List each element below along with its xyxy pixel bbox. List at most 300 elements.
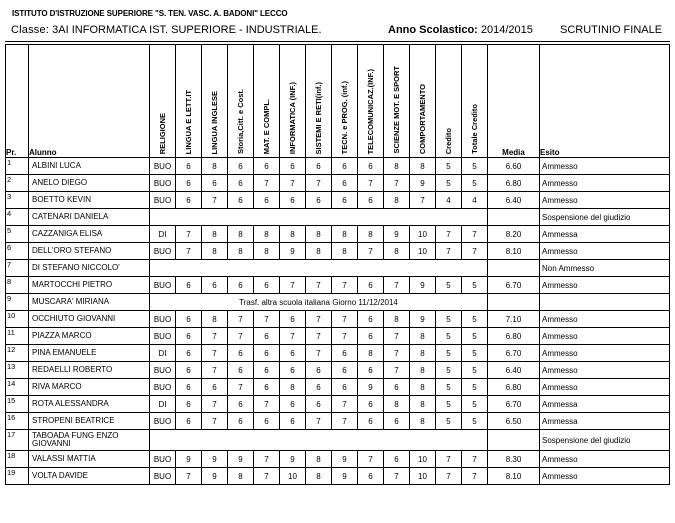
grade-cell: 7 xyxy=(280,175,306,192)
col-header-subject: SISTEMI E RETI(inf.) xyxy=(306,45,332,158)
col-header-pr: Pr. xyxy=(6,45,29,158)
grade-cell: 8 xyxy=(306,243,332,260)
row-number: 6 xyxy=(6,243,29,260)
row-number: 3 xyxy=(6,192,29,209)
average-cell: 8.30 xyxy=(488,451,540,468)
grade-cell: 7 xyxy=(254,396,280,413)
grade-cell: 10 xyxy=(410,243,436,260)
table-row xyxy=(6,430,670,451)
grade-cell: 8 xyxy=(384,192,410,209)
outcome-cell: Ammesso xyxy=(540,362,670,379)
average-cell xyxy=(488,430,540,451)
outcome-cell xyxy=(540,294,670,311)
grade-cell: 6 xyxy=(306,192,332,209)
row-number: 18 xyxy=(6,451,29,468)
outcome-cell: Ammessa xyxy=(540,396,670,413)
grade-cell: 7 xyxy=(254,311,280,328)
average-cell: 6.40 xyxy=(488,362,540,379)
grade-cell: 10 xyxy=(410,451,436,468)
outcome-cell: Ammessa xyxy=(540,226,670,243)
row-number: 2 xyxy=(6,175,29,192)
grade-cell: 6 xyxy=(176,192,202,209)
row-number: 11 xyxy=(6,328,29,345)
grade-cell: 7 xyxy=(254,451,280,468)
grade-cell: 7 xyxy=(462,451,488,468)
grade-cell: 8 xyxy=(254,243,280,260)
average-cell: 6.60 xyxy=(488,158,540,175)
col-header-subject: TELECOMUNICAZ.(INF.) xyxy=(358,45,384,158)
grade-cell: 7 xyxy=(462,468,488,485)
grade-cell: DI xyxy=(150,345,176,362)
institute-title: ISTITUTO D'ISTRUZIONE SUPERIORE "S. TEN. VASC. A. BADONI" LECCO xyxy=(12,9,288,18)
table-row xyxy=(6,468,670,485)
status-note: Trasf. altra scuola italiana Giorno 11/12/2014 xyxy=(150,294,488,311)
grade-cell: 5 xyxy=(436,413,462,430)
grade-cell: 7 xyxy=(436,451,462,468)
grade-cell: 6 xyxy=(280,192,306,209)
average-cell: 6.80 xyxy=(488,328,540,345)
outcome-cell: Ammesso xyxy=(540,192,670,209)
grades-table xyxy=(5,44,670,485)
grade-cell: 7 xyxy=(384,468,410,485)
grade-cell: 7 xyxy=(358,243,384,260)
grade-cell: BUO xyxy=(150,311,176,328)
table-row xyxy=(6,328,670,345)
grade-cell: 5 xyxy=(462,328,488,345)
grade-cell: 9 xyxy=(358,379,384,396)
grade-cell: 5 xyxy=(462,362,488,379)
grade-cell: 6 xyxy=(254,413,280,430)
grade-cell: 6 xyxy=(384,451,410,468)
grade-cell: 7 xyxy=(462,243,488,260)
grade-cell: 9 xyxy=(202,468,228,485)
grade-cell: 6 xyxy=(176,277,202,294)
table-row xyxy=(6,226,670,243)
col-header-subject: LINGUA E LETT.IT xyxy=(176,45,202,158)
grade-cell: 9 xyxy=(280,451,306,468)
grade-cell: 7 xyxy=(202,345,228,362)
grade-cell: 8 xyxy=(280,226,306,243)
row-number: 1 xyxy=(6,158,29,175)
grade-cell: 6 xyxy=(228,192,254,209)
row-number: 10 xyxy=(6,311,29,328)
grade-cell: 8 xyxy=(202,158,228,175)
grade-cell: 7 xyxy=(410,192,436,209)
row-number: 16 xyxy=(6,413,29,430)
grade-cell: BUO xyxy=(150,468,176,485)
student-name: MARTOCCHI PIETRO xyxy=(29,277,150,294)
student-name: PIAZZA MARCO xyxy=(29,328,150,345)
class-info xyxy=(11,24,322,36)
grade-cell: 6 xyxy=(358,328,384,345)
grade-cell: 6 xyxy=(228,175,254,192)
grade-cell: 7 xyxy=(332,311,358,328)
row-number: 5 xyxy=(6,226,29,243)
grade-cell: 5 xyxy=(436,277,462,294)
grade-cell: 5 xyxy=(462,413,488,430)
grade-cell: 7 xyxy=(254,468,280,485)
grade-cell: 10 xyxy=(410,226,436,243)
grade-cell: 7 xyxy=(228,328,254,345)
grade-cell: 7 xyxy=(280,328,306,345)
row-number: 17 xyxy=(6,430,29,451)
grade-cell: 6 xyxy=(358,311,384,328)
header-divider xyxy=(5,41,670,42)
grade-cell: 6 xyxy=(176,413,202,430)
table-row xyxy=(6,277,670,294)
grade-cell: 7 xyxy=(280,277,306,294)
grade-cell: 8 xyxy=(410,396,436,413)
student-name: ROTA ALESSANDRA xyxy=(29,396,150,413)
grade-cell: BUO xyxy=(150,379,176,396)
grade-cell: 5 xyxy=(436,175,462,192)
grade-cell: 5 xyxy=(462,396,488,413)
school-year-label: Anno Scolastico: xyxy=(388,24,478,36)
grade-cell: 7 xyxy=(384,362,410,379)
student-name: VOLTA DAVIDE xyxy=(29,468,150,485)
grade-cell: 6 xyxy=(254,328,280,345)
grade-cell: BUO xyxy=(150,192,176,209)
average-cell: 6.70 xyxy=(488,345,540,362)
col-header-subject: COMPORTAMENTO xyxy=(410,45,436,158)
grade-cell: 6 xyxy=(254,362,280,379)
grade-cell: 8 xyxy=(384,158,410,175)
table-row xyxy=(6,209,670,226)
grade-cell: 6 xyxy=(280,345,306,362)
grade-cell: 6 xyxy=(280,362,306,379)
grade-cell: 9 xyxy=(332,451,358,468)
average-cell: 6.50 xyxy=(488,413,540,430)
outcome-cell: Ammessa xyxy=(540,413,670,430)
grade-cell: 6 xyxy=(176,328,202,345)
outcome-cell: Sospensione del giudizio xyxy=(540,430,670,451)
grade-cell: 7 xyxy=(384,328,410,345)
grade-cell: DI xyxy=(150,396,176,413)
row-number: 9 xyxy=(6,294,29,311)
grade-cell: 5 xyxy=(462,158,488,175)
grade-cell: 7 xyxy=(332,328,358,345)
table-row xyxy=(6,311,670,328)
table-row xyxy=(6,175,670,192)
grade-cell: 8 xyxy=(202,311,228,328)
student-name: REDAELLI ROBERTO xyxy=(29,362,150,379)
grade-cell: 6 xyxy=(254,379,280,396)
student-name: STROPENI BEATRICE xyxy=(29,413,150,430)
outcome-cell: Non Ammesso xyxy=(540,260,670,277)
student-name: DI STEFANO NICCOLO' xyxy=(29,260,150,277)
student-name: BOETTO KEVIN xyxy=(29,192,150,209)
table-row xyxy=(6,413,670,430)
table-row xyxy=(6,345,670,362)
grade-cell: 8 xyxy=(280,379,306,396)
grade-cell: BUO xyxy=(150,243,176,260)
grade-cell: 8 xyxy=(306,468,332,485)
grade-cell: 7 xyxy=(332,277,358,294)
grade-cell: 6 xyxy=(332,362,358,379)
grade-cell: 7 xyxy=(306,345,332,362)
student-name: TABOADA FUNG ENZO GIOVANNI xyxy=(29,430,150,451)
outcome-cell: Ammesso xyxy=(540,451,670,468)
class-value: 3AI INFORMATICA IST. SUPERIORE - INDUSTRIALE. xyxy=(52,24,322,36)
student-name: MUSCARA' MIRIANA xyxy=(29,294,150,311)
average-cell: 6.40 xyxy=(488,192,540,209)
grade-cell: 6 xyxy=(176,311,202,328)
grade-cell: 7 xyxy=(306,413,332,430)
average-cell: 6.80 xyxy=(488,175,540,192)
table-row xyxy=(6,362,670,379)
grade-cell: 8 xyxy=(358,345,384,362)
grade-cell: 6 xyxy=(358,192,384,209)
grade-cell: BUO xyxy=(150,277,176,294)
grade-cell: 9 xyxy=(228,451,254,468)
grade-cell: 7 xyxy=(436,243,462,260)
grade-cell: 6 xyxy=(332,192,358,209)
col-header-subject: LINGUA INGLESE xyxy=(202,45,228,158)
outcome-cell: Ammesso xyxy=(540,158,670,175)
grade-cell: 8 xyxy=(228,226,254,243)
row-number: 15 xyxy=(6,396,29,413)
grade-cell: 5 xyxy=(436,396,462,413)
grade-cell: 8 xyxy=(306,451,332,468)
grade-cell: 7 xyxy=(306,311,332,328)
grade-cell: 7 xyxy=(202,192,228,209)
student-name: RIVA MARCO xyxy=(29,379,150,396)
outcome-cell: Ammesso xyxy=(540,468,670,485)
student-name: CAZZANIGA ELISA xyxy=(29,226,150,243)
grade-cell: 7 xyxy=(358,175,384,192)
grade-cell: 7 xyxy=(306,175,332,192)
grade-cell: 7 xyxy=(358,451,384,468)
grade-cell: 5 xyxy=(462,311,488,328)
grade-cell: 6 xyxy=(176,158,202,175)
grade-cell: 8 xyxy=(306,226,332,243)
grade-cell: 6 xyxy=(280,158,306,175)
col-header-subject: Totale Credito xyxy=(462,45,488,158)
student-name: DELL'ORO STEFANO xyxy=(29,243,150,260)
grade-cell: 6 xyxy=(332,345,358,362)
grade-cell: 7 xyxy=(436,226,462,243)
row-number: 13 xyxy=(6,362,29,379)
table-header-row xyxy=(6,45,670,158)
student-name: ALBINI LUCA xyxy=(29,158,150,175)
grade-cell: 6 xyxy=(306,158,332,175)
grade-cell: 9 xyxy=(280,243,306,260)
row-number: 19 xyxy=(6,468,29,485)
grade-cell: DI xyxy=(150,226,176,243)
grade-cell: 6 xyxy=(176,379,202,396)
average-cell: 7.10 xyxy=(488,311,540,328)
col-header-subject: Credito xyxy=(436,45,462,158)
average-cell: 6.80 xyxy=(488,379,540,396)
grade-cell: 6 xyxy=(332,158,358,175)
grade-cell: 9 xyxy=(410,175,436,192)
grade-cell: 8 xyxy=(410,158,436,175)
grade-cell: BUO xyxy=(150,175,176,192)
col-header-subject: INFORMATICA (INF.) xyxy=(280,45,306,158)
student-name: PINA EMANUELE xyxy=(29,345,150,362)
row-number: 14 xyxy=(6,379,29,396)
average-cell: 6.70 xyxy=(488,277,540,294)
grade-cell: 4 xyxy=(436,192,462,209)
grade-cell: 7 xyxy=(436,468,462,485)
grade-cell: 8 xyxy=(384,396,410,413)
grade-cell: 9 xyxy=(384,226,410,243)
table-row xyxy=(6,158,670,175)
grade-cell: 6 xyxy=(280,413,306,430)
grade-cell: 5 xyxy=(436,345,462,362)
grade-cell: 6 xyxy=(176,362,202,379)
grade-cell: 8 xyxy=(410,413,436,430)
grade-cell: 5 xyxy=(436,311,462,328)
grade-cell: 10 xyxy=(410,468,436,485)
grade-cell: 5 xyxy=(462,345,488,362)
grade-cell: 6 xyxy=(176,345,202,362)
grade-cell: 9 xyxy=(332,468,358,485)
grade-cell: 6 xyxy=(176,175,202,192)
outcome-cell: Ammesso xyxy=(540,243,670,260)
grade-cell: 6 xyxy=(202,175,228,192)
row-number: 7 xyxy=(6,260,29,277)
grade-cell: 10 xyxy=(280,468,306,485)
average-cell xyxy=(488,209,540,226)
row-number: 4 xyxy=(6,209,29,226)
grade-cell: BUO xyxy=(150,362,176,379)
grade-cell: 6 xyxy=(228,362,254,379)
grade-cell: 6 xyxy=(254,277,280,294)
grade-cell: 8 xyxy=(228,468,254,485)
grade-cell: 6 xyxy=(254,345,280,362)
grade-cell: 8 xyxy=(254,226,280,243)
table-row xyxy=(6,379,670,396)
grade-cell: 9 xyxy=(410,311,436,328)
student-name: OCCHIUTO GIOVANNI xyxy=(29,311,150,328)
col-header-esito: Esito xyxy=(540,45,670,158)
grade-cell: 6 xyxy=(358,362,384,379)
grade-cell: 7 xyxy=(254,175,280,192)
grade-cell: 8 xyxy=(384,243,410,260)
student-name: VALASSI MATTIA xyxy=(29,451,150,468)
table-row xyxy=(6,192,670,209)
grade-cell: 7 xyxy=(176,226,202,243)
grade-cell: 6 xyxy=(202,277,228,294)
grade-cell: 8 xyxy=(332,226,358,243)
outcome-cell: Sospensione del giudizio xyxy=(540,209,670,226)
col-header-media: Media xyxy=(488,45,540,158)
grade-cell: 6 xyxy=(176,396,202,413)
grade-cell: 7 xyxy=(306,277,332,294)
grade-cell: 5 xyxy=(462,379,488,396)
row-number: 12 xyxy=(6,345,29,362)
grade-cell: 6 xyxy=(358,158,384,175)
grade-cell: 6 xyxy=(228,413,254,430)
average-cell: 8.20 xyxy=(488,226,540,243)
grade-cell: 6 xyxy=(332,175,358,192)
grade-cell: BUO xyxy=(150,413,176,430)
row-number: 8 xyxy=(6,277,29,294)
grade-cell: 8 xyxy=(410,379,436,396)
grade-cell: 8 xyxy=(410,345,436,362)
grade-cell: 6 xyxy=(306,362,332,379)
grade-cell: 6 xyxy=(202,379,228,396)
table-row xyxy=(6,243,670,260)
grade-cell: 7 xyxy=(384,277,410,294)
grade-cell: 8 xyxy=(358,226,384,243)
grade-cell: 7 xyxy=(228,311,254,328)
grade-cell: 7 xyxy=(332,396,358,413)
grade-cell: BUO xyxy=(150,328,176,345)
grade-cell: 6 xyxy=(306,379,332,396)
grade-cell: 6 xyxy=(384,379,410,396)
grade-cell: 6 xyxy=(358,396,384,413)
status-note xyxy=(150,430,488,451)
grade-cell: 6 xyxy=(254,158,280,175)
grade-cell: 6 xyxy=(306,396,332,413)
grade-cell: 7 xyxy=(306,328,332,345)
grade-cell: 7 xyxy=(176,243,202,260)
grade-cell: 6 xyxy=(358,413,384,430)
average-cell xyxy=(488,260,540,277)
grade-cell: 5 xyxy=(436,362,462,379)
grade-cell: 5 xyxy=(436,328,462,345)
grade-cell: 6 xyxy=(384,413,410,430)
average-cell xyxy=(488,294,540,311)
grade-cell: 8 xyxy=(410,328,436,345)
grade-cell: 7 xyxy=(462,226,488,243)
session-title: SCRUTINIO FINALE xyxy=(560,24,663,36)
grade-cell: 7 xyxy=(228,379,254,396)
status-note xyxy=(150,260,488,277)
grade-cell: 9 xyxy=(410,277,436,294)
grade-cell: 4 xyxy=(462,192,488,209)
grade-cell: BUO xyxy=(150,451,176,468)
grade-cell: 6 xyxy=(332,379,358,396)
grade-cell: 6 xyxy=(280,311,306,328)
class-label: Classe: xyxy=(11,24,50,36)
school-year xyxy=(388,24,533,36)
grade-cell: 6 xyxy=(228,277,254,294)
col-header-subject: Storia,Citt. e Cost. xyxy=(228,45,254,158)
grade-cell: 7 xyxy=(384,345,410,362)
col-header-subject: MAT. E COMPL. xyxy=(254,45,280,158)
grade-cell: 6 xyxy=(358,468,384,485)
grade-cell: 9 xyxy=(202,451,228,468)
grade-cell: 6 xyxy=(228,345,254,362)
grade-cell: 6 xyxy=(358,277,384,294)
school-year-value: 2014/2015 xyxy=(480,24,533,36)
grade-cell: 6 xyxy=(228,158,254,175)
table-row xyxy=(6,396,670,413)
col-header-subject: SCIENZE MOT. E SPORT xyxy=(384,45,410,158)
grade-cell: 5 xyxy=(436,379,462,396)
grade-cell: 8 xyxy=(202,226,228,243)
grade-cell: 8 xyxy=(384,311,410,328)
average-cell: 8.10 xyxy=(488,468,540,485)
outcome-cell: Ammesso xyxy=(540,277,670,294)
grade-cell: 5 xyxy=(462,175,488,192)
outcome-cell: Ammesso xyxy=(540,379,670,396)
student-name: CATENARI DANIELA xyxy=(29,209,150,226)
col-header-alunno: Alunno xyxy=(29,45,150,158)
grade-cell: 6 xyxy=(254,192,280,209)
status-note xyxy=(150,209,488,226)
outcome-cell: Ammesso xyxy=(540,328,670,345)
grade-cell: 5 xyxy=(436,158,462,175)
table-row xyxy=(6,451,670,468)
grade-cell: 7 xyxy=(384,175,410,192)
grade-cell: 6 xyxy=(280,396,306,413)
grade-cell: 7 xyxy=(202,396,228,413)
grade-cell: BUO xyxy=(150,158,176,175)
